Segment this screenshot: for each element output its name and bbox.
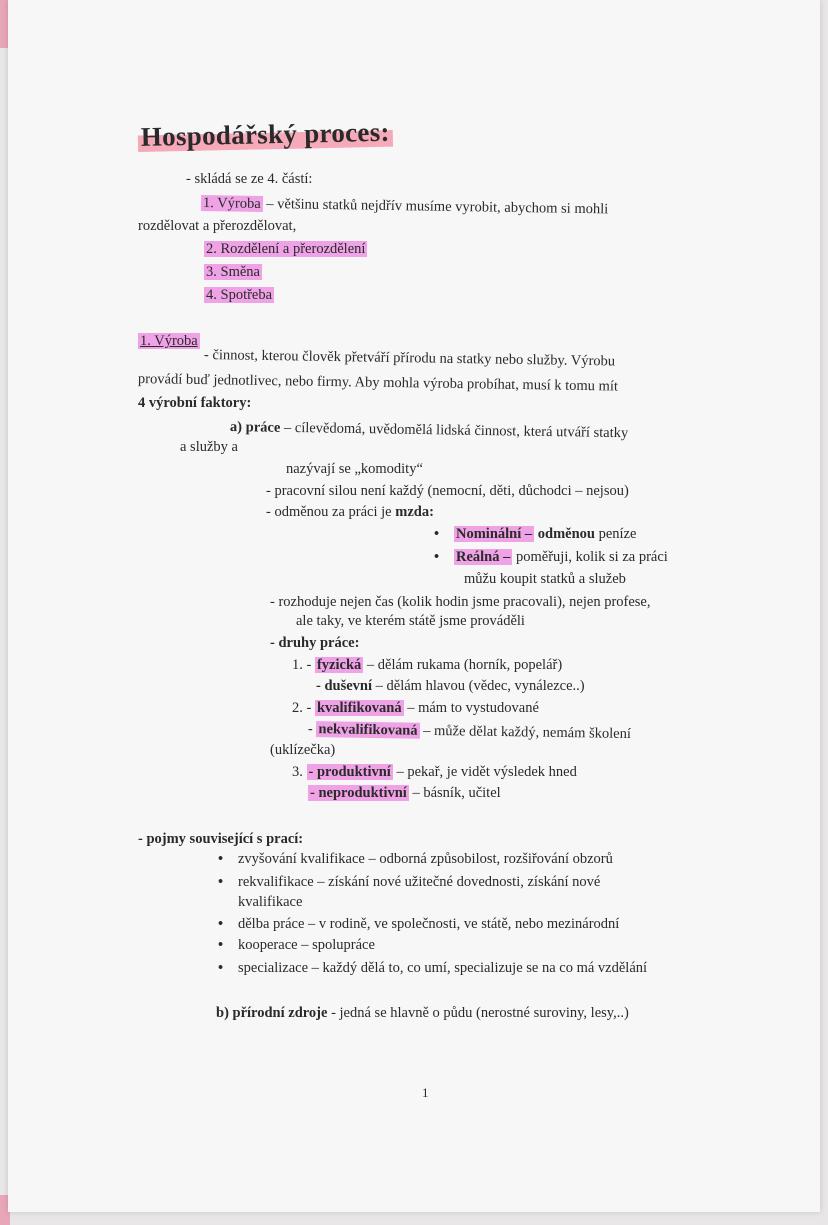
factor-a-continuation: a služby a xyxy=(180,439,238,455)
pojem-rekvalifikace: • rekvalifikace – získání nové užitečné dovednosti, získání nové xyxy=(238,873,600,891)
druh-nekvalifikovana: - nekvalifikovaná – může dělat každý, nemám školení xyxy=(307,721,632,743)
section-1-heading: 1. Výroba xyxy=(140,333,198,349)
section-1-line-3: 4 výrobní faktory: xyxy=(138,395,252,411)
druh-neproduktivni: - neproduktivní – básník, učitel xyxy=(310,785,501,801)
section-1-line-1: - činnost, kterou člověk přetváří přírodu na statky nebo služby. Výrobu xyxy=(203,347,616,370)
pojem-specializace: • specializace – každý dělá to, co umí, specializuje se na co má vzdělání xyxy=(238,959,647,977)
part-1-line: 1. Výroba – většinu statků nejdřív musíme vyrobit, abychom si mohli xyxy=(202,195,609,218)
intro-line: - skládá se ze 4. částí: xyxy=(186,171,313,187)
part-4-line: 4. Spotřeba xyxy=(206,287,273,303)
realna-bullet: • Reálná – poměřuji, kolik si za práci xyxy=(454,548,668,566)
komodity-line: nazývají se „komodity“ xyxy=(286,461,423,477)
pracovni-sila-line: - pracovní silou není každý (nemocní, děti, důchodci – nejsou) xyxy=(266,483,629,499)
page-number: 1 xyxy=(422,1085,429,1100)
factor-a-line: a) práce – cílevědomá, uvědomělá lidská činnost, která utváří statky xyxy=(229,419,629,442)
rozhoduje-continuation: ale taky, ve kterém státě jsme prováděli xyxy=(296,613,525,629)
part-1-continuation: rozdělovat a přerozdělovat, xyxy=(138,218,297,234)
nominalni-bullet: • Nominální – odměnou peníze xyxy=(454,525,636,543)
page-title: Hospodářský proces: xyxy=(138,123,393,146)
druh-produktivni: 3. - produktivní – pekař, je vidět výsledek hned xyxy=(292,764,577,780)
rozhoduje-line: - rozhoduje nejen čas (kolik hodin jsme pracovali), nejen profese, xyxy=(270,594,651,610)
document-page xyxy=(8,0,820,1212)
part-3-line: 3. Směna xyxy=(206,264,260,280)
pojem-kooperace: • kooperace – spolupráce xyxy=(238,936,375,954)
factor-b-line: b) přírodní zdroje - jedná se hlavně o půdu (nerostné suroviny, lesy,..) xyxy=(216,1005,629,1021)
druh-fyzicka: 1. - fyzická – dělám rukama (horník, popelář) xyxy=(292,657,563,673)
druh-nekvalifikovana-continuation: (uklízečka) xyxy=(270,742,336,758)
section-1-line-2: provádí buď jednotlivec, nebo firmy. Aby mohla výroba probíhat, musí k tomu mít xyxy=(137,371,619,395)
pojmy-heading: - pojmy související s prací: xyxy=(138,831,304,847)
druh-kvalifikovana: 2. - kvalifikovaná – mám to vystudované xyxy=(292,700,539,716)
pojem-delba-prace: • dělba práce – v rodině, ve společnosti, ve státě, nebo mezinárodní xyxy=(238,915,619,933)
druhy-prace-heading: - druhy práce: xyxy=(270,635,360,651)
pojem-zvysovani: • zvyšování kvalifikace – odborná způsobilost, rozšiřování obzorů xyxy=(238,850,613,868)
druh-dusevni: - duševní – dělám hlavou (vědec, vynálezce..) xyxy=(316,678,585,694)
pojem-rekvalifikace-continuation: kvalifikace xyxy=(238,894,303,910)
odmena-line: - odměnou za práci je mzda: xyxy=(266,504,434,520)
part-2-line: 2. Rozdělení a přerozdělení xyxy=(206,241,366,257)
realna-continuation: můžu koupit statků a služeb xyxy=(464,571,626,587)
